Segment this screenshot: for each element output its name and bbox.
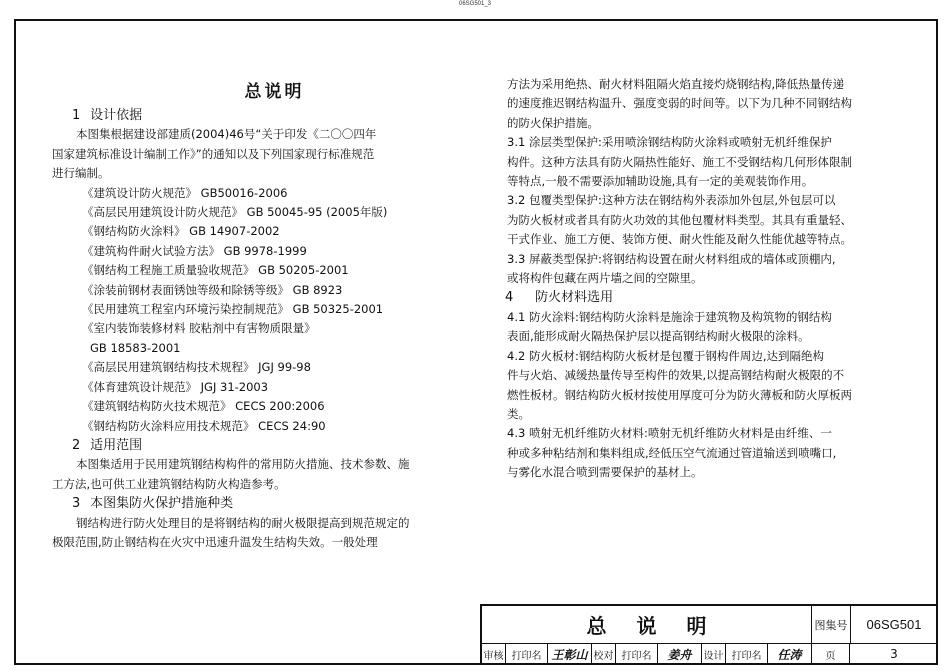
body-line: 3.3 屏蔽类型保护:将钢结构设置在耐火材料组成的墙体或顶棚内, <box>507 251 836 266</box>
body-line: 3.1 涂层类型保护:采用喷涂钢结构防火涂料或喷射无机纤维保护 <box>507 135 832 150</box>
right-column <box>505 75 890 483</box>
section-number: 3 <box>72 496 81 512</box>
section-4-heading <box>505 288 890 307</box>
header-code: 06SG501_3 <box>458 1 492 7</box>
standard-item: 《建筑设计防火规范》 GB50016-2006 <box>82 185 288 200</box>
standard-item: 《高层民用建筑设计防火规范》 GB 50045-95 (2005年版) <box>82 205 388 220</box>
section-title: 设计依据 <box>90 108 143 123</box>
body-line: 或将构件包藏在两片墙之间的空隙里。 <box>507 271 703 286</box>
body-line: 与雾化水混合喷到需要保护的基材上。 <box>507 465 703 480</box>
design-label: 设计 <box>702 643 726 665</box>
standard-item: 《钢结构工程施工质量验收规范》 GB 50205-2001 <box>82 263 349 278</box>
section-number: 2 <box>72 437 81 453</box>
section-number: 4 <box>505 290 514 306</box>
body-line: 为防火板材或者具有防火功效的其他包覆材料类型。其具有重量轻、 <box>507 212 852 227</box>
atlas-number-label: 图集号 <box>812 606 851 643</box>
section-1-heading <box>52 106 467 125</box>
s3-line: 钢结构进行防火处理目的是将钢结构的耐火极限提高到规范规定的 <box>76 515 410 530</box>
body-line: 4.3 喷射无机纤维防火材料:喷射无机纤维防火材料是由纤维、一 <box>507 426 832 441</box>
standard-item: 《民用建筑工程室内环境污染控制规范》 GB 50325-2001 <box>82 302 384 317</box>
atlas-number: 06SG501 <box>866 617 922 632</box>
title-block-signature-row <box>482 643 938 665</box>
body-line: 构件。这种方法具有防火隔热性能好、施工不受钢结构几何形体限制 <box>507 154 852 169</box>
scope-line: 本图集适用于民用建筑钢结构构件的常用防火措施、技术参数、施 <box>76 457 410 472</box>
print-name-label: 打印名 <box>506 643 548 665</box>
left-column <box>52 80 467 552</box>
body-line: 4.2 防火板材:钢结构防火板材是包覆于钢构件周边,达到隔绝构 <box>507 348 824 363</box>
standard-item: 《体育建筑设计规范》 JGJ 31-2003 <box>82 379 269 394</box>
body-line: 的防火保护措施。 <box>507 115 599 130</box>
body-line: 种或多种粘结剂和集料组成,经低压空气流通过管道输送到喷嘴口, <box>507 445 837 460</box>
page-label: 页 <box>812 643 850 665</box>
print-name-label: 打印名 <box>726 643 768 665</box>
body-line: 燃性板材。钢结构防火板材按使用厚度可分为防火薄板和防火厚板两 <box>507 387 852 402</box>
check-signature: 姜舟 <box>658 643 702 665</box>
standard-item: 《涂装前钢材表面锈蚀等级和除锈等级》 GB 8923 <box>82 282 343 297</box>
section-2-heading <box>52 436 467 455</box>
standard-item: 《钢结构防火涂料应用技术规范》 CECS 24:90 <box>82 418 326 433</box>
title-block <box>480 604 938 665</box>
body-line: 4.1 防火涂料:钢结构防火涂料是施涂于建筑物及构筑物的钢结构 <box>507 309 832 324</box>
body-line: 干式作业、施工方便、装饰方便、耐火性能及耐久性能优越等特点。 <box>507 232 852 247</box>
standard-item: 《高层民用建筑钢结构技术规程》 JGJ 99-98 <box>82 360 311 375</box>
body-line: 方法为采用绝热、耐火材料阻隔火焰直接灼烧钢结构,降低热量传递 <box>507 77 845 91</box>
page-title: 总说明 <box>244 82 305 102</box>
standard-item: 《建筑构件耐火试验方法》 GB 9978-1999 <box>82 243 307 258</box>
design-signature: 任涛 <box>768 643 812 665</box>
body-line: 3.2 包覆类型保护:这种方法在钢结构外表添加外包层,外包层可以 <box>507 193 836 208</box>
body-line: 件与火焰、减缓热量传导至构件的效果,以提高钢结构耐火极限的不 <box>507 368 845 383</box>
body-line: 的速度推迟钢结构温升、强度变弱的时间等。以下为几种不同钢结构 <box>507 96 852 111</box>
intro-line: 国家建筑标准设计编制工作》”的通知以及下列国家现行标准规范 <box>52 146 375 161</box>
page-number: 3 <box>890 647 898 661</box>
section-title: 适用范围 <box>90 437 143 453</box>
intro-line: 本图集根据建设部建质(2004)46号“关于印发《二〇〇四年 <box>76 127 377 142</box>
review-signature: 王彰山 <box>548 643 592 665</box>
intro-line: 进行编制。 <box>52 166 110 181</box>
standard-item-continued: GB 18583-2001 <box>90 340 181 355</box>
s3-line: 极限范围,防止钢结构在火灾中迅速升温发生结构失效。一般处理 <box>52 534 378 549</box>
body-line: 表面,能形成耐火隔热保护层以提高钢结构耐火极限的涂料。 <box>507 329 810 344</box>
section-title: 防火材料选用 <box>535 290 614 306</box>
scope-line: 工方法,也可供工业建筑钢结构防火构造参考。 <box>52 476 286 491</box>
title-block-title: 总说明 <box>482 606 812 643</box>
title-block-top-row <box>482 606 938 644</box>
standard-item: 《建筑钢结构防火技术规范》 CECS 200:2006 <box>82 399 325 414</box>
section-3-heading <box>52 494 467 513</box>
review-label: 审核 <box>482 643 506 665</box>
section-title: 本图集防火保护措施种类 <box>90 496 234 512</box>
standard-item: 《室内装饰装修材料 胶粘剂中有害物质限量》 <box>82 321 316 336</box>
standard-item: 《钢结构防火涂料》 GB 14907-2002 <box>82 224 280 239</box>
print-name-label: 打印名 <box>616 643 658 665</box>
body-line: 类。 <box>507 406 530 421</box>
section-number: 1 <box>72 108 81 123</box>
check-label: 校对 <box>592 643 616 665</box>
body-line: 等特点,一般不需要添加辅助设施,具有一定的美观装饰作用。 <box>507 174 814 189</box>
